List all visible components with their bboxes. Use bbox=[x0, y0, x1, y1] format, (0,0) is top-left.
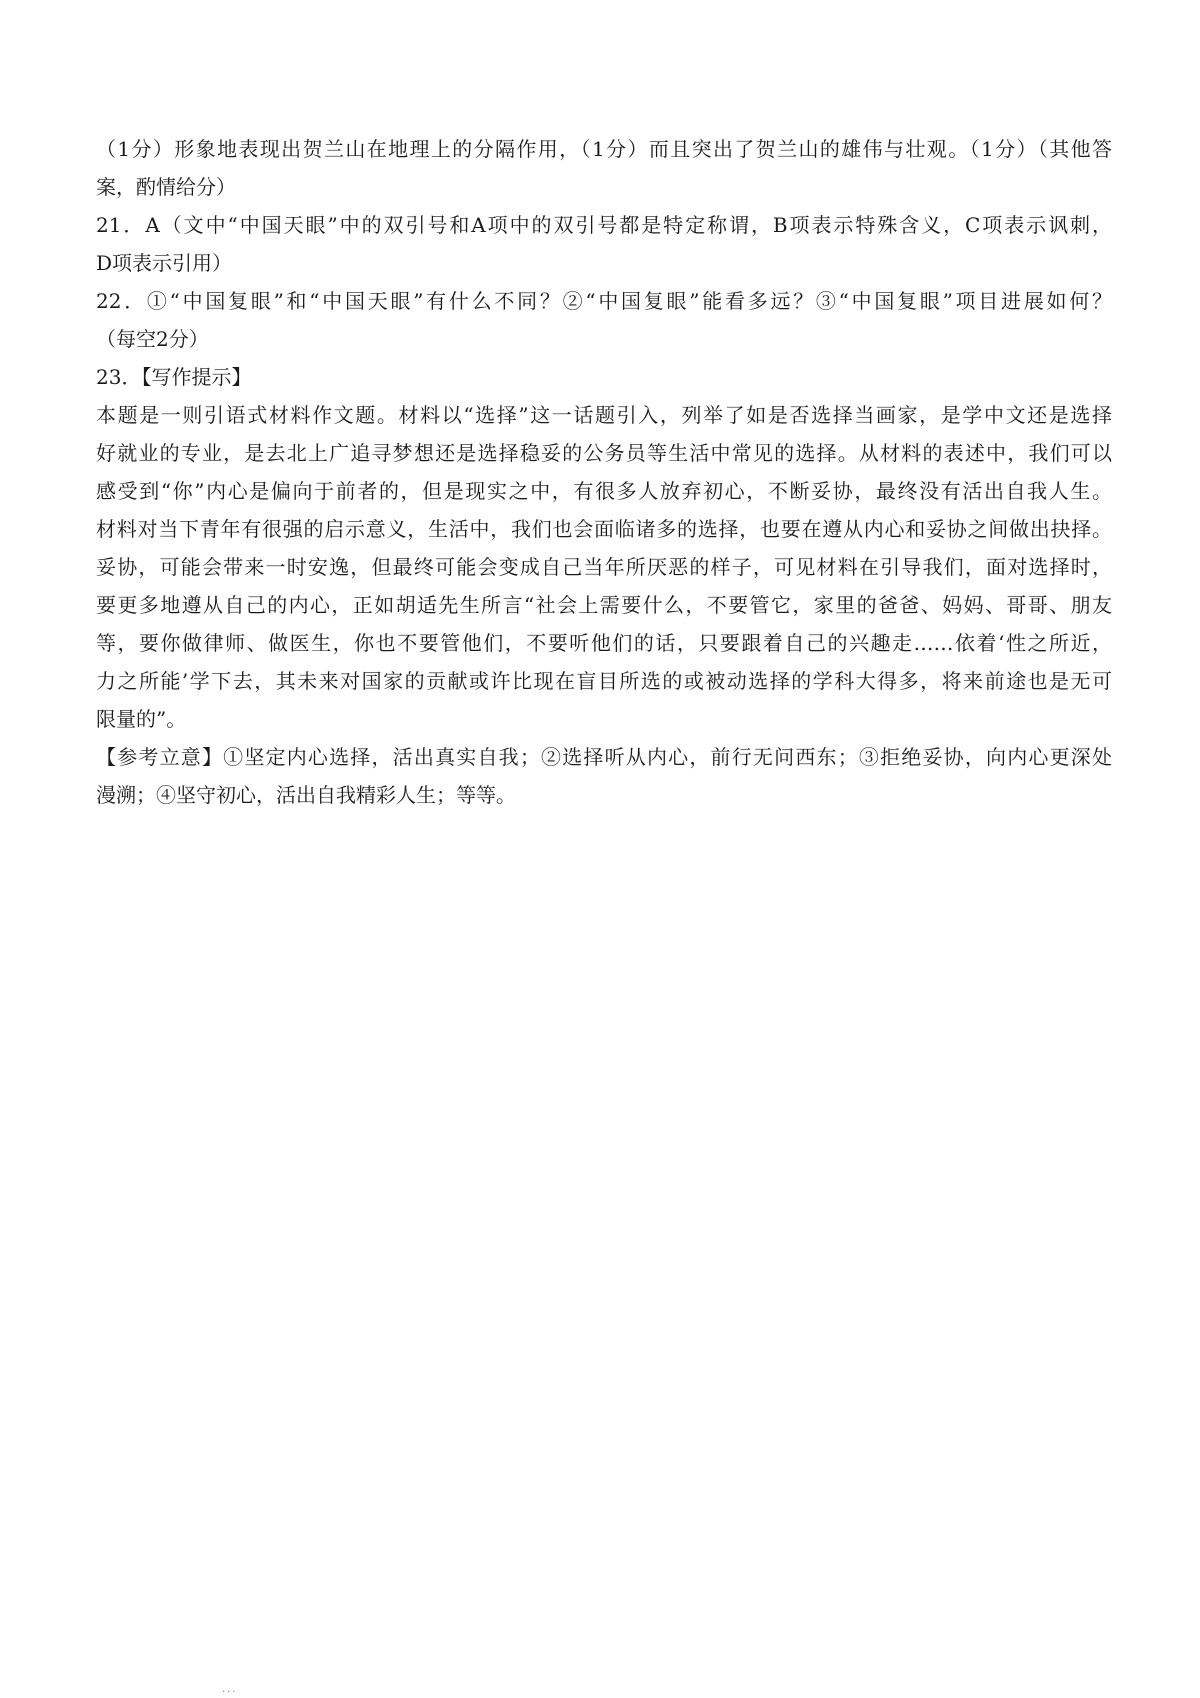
text-line: 妥协，可能会带来一时安逸，但最终可能会变成自己当年所厌恶的样子，可见材料在引导我们，面对选择时， bbox=[96, 555, 1112, 579]
text-line: 要更多地遵从自己的内心，正如胡适先生所言“社会上需要什么，不要管它，家里的爸爸、妈妈、哥哥、朋友 bbox=[96, 593, 1112, 617]
answer-21-line: 21．A（文中“中国天眼”中的双引号和A项中的双引号都是特定称谓，B项表示特殊含义，C项表示讽刺， bbox=[96, 213, 1112, 237]
text-line: 本题是一则引语式材料作文题。材料以“选择”这一话题引入，列举了如是否选择当画家，是学中文还是选择 bbox=[96, 403, 1112, 427]
text-line: 感受到“你”内心是偏向于前者的，但是现实之中，有很多人放弃初心，不断妥协，最终没有活出自我人生。 bbox=[96, 479, 1112, 503]
text-line: 材料对当下青年有很强的启示意义，生活中，我们也会面临诸多的选择，也要在遵从内心和妥协之间做出抉择。 bbox=[96, 517, 1112, 541]
text-line: D项表示引用） bbox=[96, 251, 233, 275]
text-line: 漫溯；④坚守初心，活出自我精彩人生；等等。 bbox=[96, 783, 516, 807]
text-line: 好就业的专业，是去北上广追寻梦想还是选择稳妥的公务员等生活中常见的选择。从材料的表述中，我们可以 bbox=[96, 441, 1112, 465]
text-line: （每空2分） bbox=[96, 327, 209, 351]
answer-23-heading: 23．【写作提示】 bbox=[96, 365, 252, 389]
reference-ideas-line: 【参考立意】①坚定内心选择，活出真实自我；②选择听从内心，前行无问西东；③拒绝妥协，向内心更深处 bbox=[96, 745, 1112, 769]
text-line: 案，酌情给分） bbox=[96, 175, 236, 199]
document-body bbox=[96, 130, 1112, 814]
answer-22-line: 22．①“中国复眼”和“中国天眼”有什么不同？②“中国复眼”能看多远？③“中国复眼”项目进展如何？ bbox=[96, 289, 1112, 313]
text-line: （1分）形象地表现出贺兰山在地理上的分隔作用，（1分）而且突出了贺兰山的雄伟与壮观。（1分）（其他答 bbox=[96, 137, 1112, 161]
text-line: 限量的”。 bbox=[96, 707, 187, 731]
text-line: 力之所能’学下去，其未来对国家的贡献或许比现在盲目所选的或被动选择的学科大得多，将来前途也是无可 bbox=[96, 669, 1112, 693]
text-line: 等，要你做律师、做医生，你也不要管他们，不要听他们的话，只要跟着自己的兴趣走……依着‘性之所近， bbox=[96, 631, 1112, 655]
footer-mark: ... bbox=[222, 1684, 238, 1695]
